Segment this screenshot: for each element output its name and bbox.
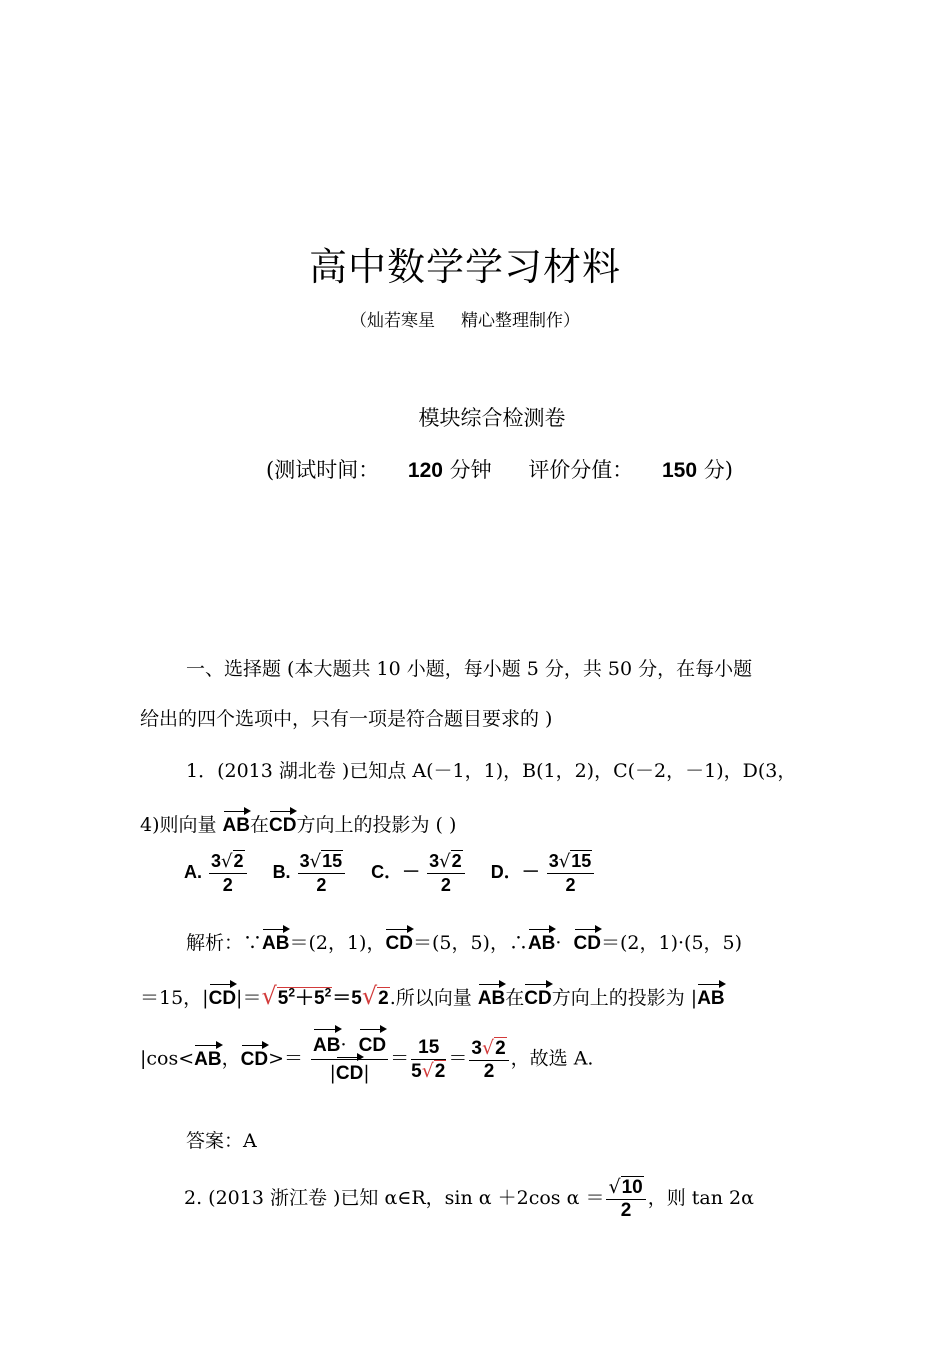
vector-cd: CD [385, 933, 413, 954]
equals-sign: ＝ [448, 1047, 468, 1070]
option-c-value: $\frac{3√2}{2}$ [427, 850, 465, 896]
analysis-line2-b: |＝ [236, 987, 262, 1009]
q1-line1: 1．(2013 湖北卷 )已知点 A(－1，1)，B(1，2)，C(－2，－1)，D(3， [186, 760, 797, 782]
magnitude-radical: $√5^2+5^2$ [261, 982, 332, 1010]
option-b-radicand: 15 [322, 851, 343, 871]
vector-ab: AB [697, 988, 725, 1009]
option-b-label: B. [272, 861, 291, 882]
option-a-coef: 3 [211, 851, 222, 871]
analysis-label: 解析：∵ [186, 932, 263, 954]
analysis-line2-e: 在 [505, 987, 525, 1009]
projection-fraction [311, 1032, 388, 1087]
section1-line2: 给出的四个选项中，只有一项是符合题目要求的 ) [140, 708, 553, 730]
vector-cd: CD [336, 1061, 363, 1087]
q1-answer: 答案：A [186, 1130, 257, 1152]
page-title: 高中数学学习材料 [308, 245, 621, 289]
q2-fraction: $\frac{√10}{2}$ [606, 1176, 645, 1222]
result-radical: √2 [361, 982, 389, 1010]
equals-sign: ＝ [390, 1047, 410, 1070]
abs-bar-left: | [329, 1062, 336, 1084]
q1-line2-prefix: 4)则向量 [140, 814, 223, 836]
option-a-radicand: 2 [233, 851, 244, 871]
vector-ab: AB [313, 1033, 340, 1059]
frac2-num: 15 [411, 1037, 446, 1060]
dot-symbol: · [340, 1034, 347, 1056]
option-a-label: A. [184, 861, 202, 882]
q2-prefix: 2. (2013 浙江卷 )已知 α∈R，sin α ＋2cos α ＝ [184, 1187, 605, 1209]
vector-ab: AB [477, 988, 506, 1009]
fraction-15-over-5root2: $\frac{15}{5√2}$ [411, 1036, 446, 1082]
vector-cd: CD [240, 1048, 269, 1070]
vector-cd: CD [359, 1033, 386, 1059]
analysis-line2-d: .所以向量 [389, 987, 478, 1009]
score-value: 150 [662, 459, 698, 482]
option-b-coef: 3 [299, 851, 310, 871]
exponent-b: 2 [324, 985, 332, 1000]
analysis-line2-f: 方向上的投影为 | [551, 987, 698, 1009]
subtitle-right: 精心整理制作） [461, 311, 580, 331]
option-a-value: $\frac{3√2}{2}$ [209, 850, 247, 896]
dot-product-value: ＝(2，1)·(5，5) [601, 932, 743, 954]
option-d-value: $\frac{3√15}{2}$ [547, 850, 595, 896]
analysis-line3-comma: ， [221, 1047, 241, 1070]
option-c-label: C．－ [371, 861, 421, 882]
option-c-radicand: 2 [451, 851, 462, 871]
exam-name: 模块综合检测卷 [418, 406, 566, 430]
q1-line2-mid: 在 [250, 814, 270, 836]
analysis-line3-a: |cos< [140, 1047, 195, 1070]
analysis-line2-a: ＝15，| [140, 987, 209, 1009]
subtitle-left: （灿若寒星 [350, 311, 435, 331]
result-radicand: 2 [378, 988, 389, 1009]
option-a-den: 2 [222, 875, 233, 895]
vector-cd: CD [208, 988, 237, 1009]
q1-options [184, 850, 596, 896]
q2-radicand: 10 [621, 1177, 643, 1198]
score-unit: 分) [703, 458, 733, 482]
exponent-a: 2 [288, 985, 296, 1000]
frac3-num-radicand: 2 [495, 1037, 506, 1059]
frac2-den-radicand: 2 [434, 1060, 446, 1082]
option-b-value: $\frac{3√15}{2}$ [298, 850, 346, 896]
analysis-line2 [140, 982, 725, 1010]
option-c-coef: 3 [429, 851, 440, 871]
dot-symbol: · [555, 932, 562, 954]
q2-line1 [184, 1176, 754, 1222]
analysis-conclusion: ，故选 A. [510, 1047, 594, 1070]
vector-cd: CD [573, 933, 601, 954]
cd-value: ＝(5，5)，∴ [412, 932, 528, 954]
vector-cd: CD [269, 815, 297, 836]
exam-info [266, 454, 733, 484]
frac3-num-coef: 3 [471, 1037, 482, 1059]
analysis-line3-b: >＝ [268, 1047, 303, 1070]
option-d-den: 2 [565, 875, 576, 895]
vector-ab: AB [194, 1048, 222, 1070]
option-c-den: 2 [440, 875, 451, 895]
ab-value: ＝(2，1)， [289, 932, 386, 954]
q2-suffix: ，则 tan 2α [647, 1187, 754, 1209]
analysis-line3 [140, 1032, 593, 1087]
option-d-radicand: 15 [571, 851, 592, 871]
score-label: 评价分值： [528, 458, 634, 482]
analysis-line2-c: ＝5 [332, 988, 362, 1009]
option-d-label: D．－ [490, 861, 540, 882]
option-d-coef: 3 [548, 851, 559, 871]
q2-den: 2 [620, 1200, 632, 1221]
vector-ab: AB [262, 933, 290, 954]
vector-cd: CD [524, 988, 552, 1009]
frac2-den-coef: 5 [411, 1060, 422, 1082]
abs-bar-right: | [363, 1062, 370, 1084]
vector-ab: AB [222, 815, 250, 836]
page-subtitle [0, 306, 930, 331]
analysis-line1 [186, 928, 742, 955]
section1-line1: 一、选择题 (本大题共 10 小题，每小题 5 分，共 50 分，在每小题 [186, 658, 753, 680]
q1-line2-suffix: 方向上的投影为 ( ) [296, 814, 457, 836]
q1-line2 [140, 810, 456, 837]
option-b-den: 2 [316, 875, 327, 895]
time-value: 120 [407, 459, 443, 482]
vector-ab: AB [527, 933, 556, 954]
rad-term-a: 5 [277, 988, 289, 1009]
rad-term-b: ＋5 [295, 988, 325, 1009]
fraction-3root2-over-2: $\frac{3√2}{2}$ [469, 1037, 508, 1083]
time-unit: 分钟 [449, 458, 492, 482]
frac3-den: 2 [483, 1060, 495, 1082]
time-label: (测试时间： [266, 458, 380, 482]
